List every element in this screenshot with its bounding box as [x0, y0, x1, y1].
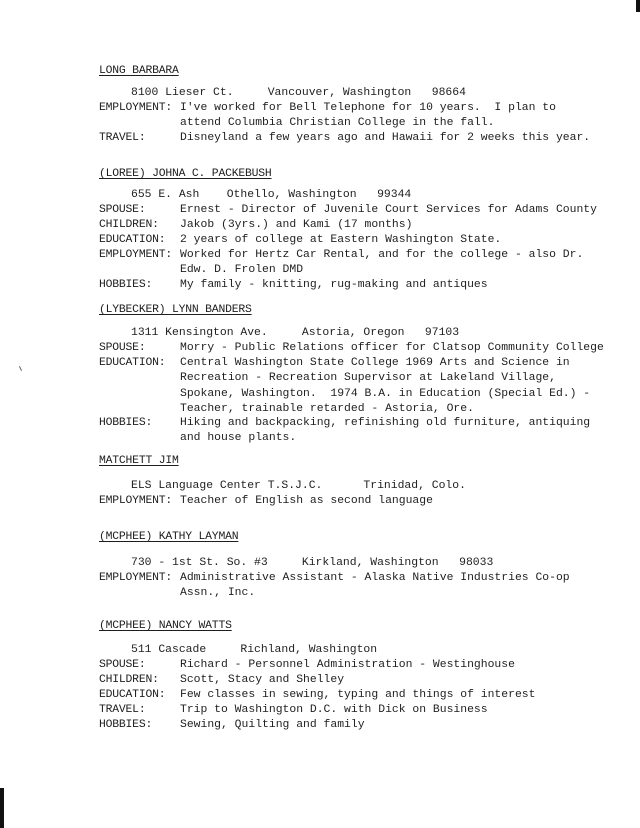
- field-value-line: Edw. D. Frolen DMD: [180, 264, 304, 277]
- field-value: [180, 356, 591, 417]
- field-value-line: Disneyland a few years ago and Hawaii for 2 weeks this year.: [180, 132, 591, 144]
- field-value: [180, 703, 585, 718]
- scan-edge-mark: [636, 0, 640, 12]
- field-value-line: Jakob (3yrs.) and Kami (17 months): [180, 219, 413, 231]
- field-value: [180, 218, 585, 233]
- field-value: [180, 233, 585, 248]
- field-value: [180, 494, 585, 509]
- field-value-line: and house plants.: [180, 432, 297, 445]
- field-label: SPOUSE:: [99, 204, 146, 216]
- entry-name: LONG BARBARA: [99, 65, 179, 77]
- field-label: EMPLOYMENT:: [99, 102, 172, 114]
- field-value: [180, 248, 585, 279]
- field-label: EDUCATION:: [99, 234, 166, 246]
- field-value-line: Recreation - Recreation Supervisor at Lakeland Village,: [180, 372, 556, 385]
- entry-address: 8100 Lieser Ct. Vancouver, Washington 98664: [131, 87, 466, 99]
- field-label: HOBBIES:: [99, 719, 153, 731]
- field-label: EDUCATION:: [99, 357, 166, 369]
- field-value-line: Morry - Public Relations officer for Clatsop Community College: [180, 342, 604, 354]
- field-label: SPOUSE:: [99, 659, 146, 671]
- field-label: HOBBIES:: [99, 417, 153, 429]
- field-value-line: Administrative Assistant - Alaska Native Industries Co-op: [180, 572, 570, 584]
- field-value-line: attend Columbia Christian College in the fall.: [180, 117, 495, 130]
- field-value: [180, 101, 585, 132]
- field-value-line: Richard - Personnel Administration - Westinghouse: [180, 659, 515, 671]
- field-label: EMPLOYMENT:: [99, 249, 172, 261]
- scan-edge-mark: [0, 788, 4, 828]
- field-value: [180, 278, 585, 293]
- field-value-line: Sewing, Quilting and family: [180, 719, 365, 731]
- field-label: SPOUSE:: [99, 342, 146, 354]
- field-value-line: Scott, Stacy and Shelley: [180, 674, 345, 686]
- entry-name: (MCPHEE) KATHY LAYMAN: [99, 531, 239, 543]
- field-label: CHILDREN:: [99, 219, 159, 231]
- field-value: [180, 131, 591, 146]
- field-value-line: Few classes in sewing, typing and things of interest: [180, 689, 536, 701]
- field-label: EDUCATION:: [99, 689, 166, 701]
- field-label: HOBBIES:: [99, 279, 153, 291]
- field-value: [180, 688, 585, 703]
- entry-name: (LOREE) JOHNA C. PACKEBUSH: [99, 168, 272, 180]
- field-value-line: Trip to Washington D.C. with Dick on Business: [180, 704, 488, 716]
- field-value: [180, 203, 597, 218]
- field-label: EMPLOYMENT:: [99, 572, 172, 584]
- scan-speck: [19, 366, 22, 371]
- field-value: [180, 571, 585, 602]
- field-value-line: Assn., Inc.: [180, 587, 256, 600]
- field-value-line: 2 years of college at Eastern Washington State.: [180, 234, 502, 246]
- field-label: TRAVEL:: [99, 132, 146, 144]
- entry-name: (MCPHEE) NANCY WATTS: [99, 620, 232, 632]
- entry-address: ELS Language Center T.S.J.C. Trinidad, Colo.: [131, 480, 466, 492]
- field-value-line: I've worked for Bell Telephone for 10 years. I plan to: [180, 102, 556, 114]
- field-value: [180, 673, 585, 688]
- field-value: [180, 341, 604, 356]
- field-value-line: Teacher, trainable retarded - Astoria, Ore.: [180, 402, 474, 415]
- field-value: [180, 718, 585, 733]
- field-value: [180, 658, 585, 673]
- entry-address: 730 - 1st St. So. #3 Kirkland, Washington 98033: [131, 557, 494, 569]
- field-value-line: Teacher of English as second language: [180, 495, 433, 507]
- entry-address: 655 E. Ash Othello, Washington 99344: [131, 189, 412, 201]
- entry-name: (LYBECKER) LYNN BANDERS: [99, 304, 252, 316]
- field-value-line: My family - knitting, rug-making and antiques: [180, 279, 488, 291]
- field-value-line: Ernest - Director of Juvenile Court Services for Adams County: [180, 204, 597, 216]
- entry-address: 511 Cascade Richland, Washington: [131, 644, 378, 656]
- field-value: [180, 416, 591, 447]
- field-label: EMPLOYMENT:: [99, 495, 172, 507]
- field-value-line: Spokane, Washington. 1974 B.A. in Education (Special Ed.) -: [180, 387, 591, 400]
- field-value-line: Hiking and backpacking, refinishing old furniture, antiquing: [180, 417, 591, 429]
- field-value-line: Central Washington State College 1969 Arts and Science in: [180, 357, 570, 369]
- entry-name: MATCHETT JIM: [99, 455, 179, 467]
- field-label: TRAVEL:: [99, 704, 146, 716]
- field-label: CHILDREN:: [99, 674, 159, 686]
- entry-address: 1311 Kensington Ave. Astoria, Oregon 97103: [131, 327, 460, 339]
- field-value-line: Worked for Hertz Car Rental, and for the college - also Dr.: [180, 249, 584, 261]
